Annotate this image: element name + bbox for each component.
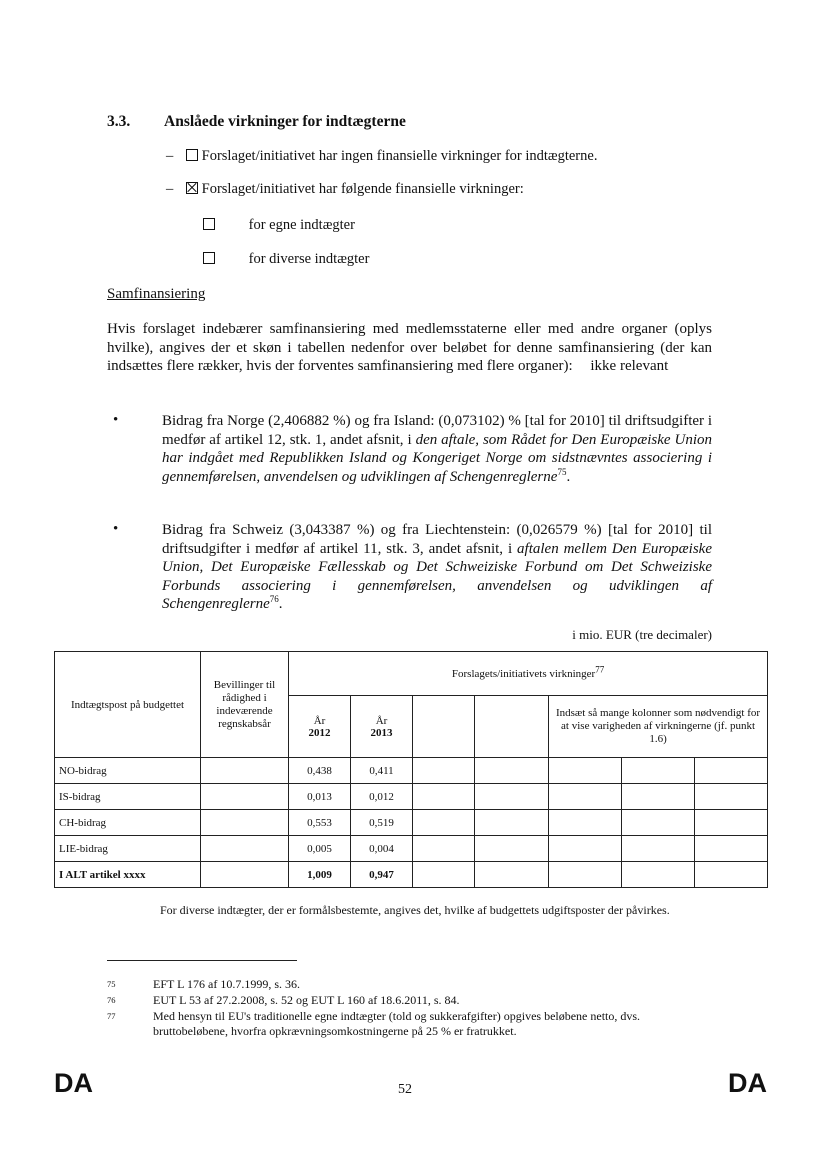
option-has-impact — [166, 181, 524, 198]
table-row — [55, 758, 768, 784]
year-value: 2012 — [308, 726, 331, 739]
bullet-plain-text: Bidrag fra Schweiz (3,043387 %) og fra Liechtenstein: (0,026579 %) [tal for 2010] til driftsudgifter i medfør af artikel 11, stk. 3, andet afsnit, i — [162, 522, 712, 557]
samfinansiering-paragraph — [107, 320, 712, 376]
total-2012: 1,009 — [289, 862, 351, 888]
section-number: 3.3. — [107, 113, 131, 130]
bullet-end: . — [566, 468, 571, 485]
dash: – — [166, 181, 174, 197]
footnote-ref[interactable]: 75 — [557, 466, 567, 477]
bullet-norway-iceland — [162, 412, 712, 486]
footnote-ref[interactable]: 77 — [595, 663, 605, 674]
page-number: 52 — [398, 1082, 412, 1097]
header-year-2013 — [351, 696, 413, 758]
cell-2013: 0,411 — [351, 758, 413, 784]
empty-cell — [413, 696, 475, 758]
dash: – — [166, 148, 174, 164]
header-extra-columns-note: Indsæt så mange kolonner som nødvendigt for at vise varigheden af virkningerne (jf. punkt 1.6) — [549, 696, 768, 758]
footnote — [107, 993, 673, 1008]
footnote-text: EUT L 53 af 27.2.2008, s. 52 og EUT L 160 af 18.6.2011, s. 84. — [153, 993, 460, 1007]
total-label: I ALT artikel xxxx — [55, 862, 201, 888]
header-impact-label: Forslagets/initiativets virkninger — [451, 667, 596, 680]
cell-2012: 0,553 — [289, 810, 351, 836]
option-label: Forslaget/initiativet har følgende finansielle virkninger: — [201, 181, 524, 197]
unit-note: i mio. EUR (tre decimaler) — [572, 627, 712, 642]
footnote-number: 77 — [107, 1011, 116, 1021]
footnote — [107, 1009, 673, 1039]
total-2013: 0,947 — [351, 862, 413, 888]
option-label: Forslaget/initiativet har ingen finansielle virkninger for indtægterne. — [201, 148, 598, 164]
table-note: For diverse indtægter, der er formålsbestemte, angives det, hvilke af budgettets udgiftsposter der påvirkes. — [160, 903, 670, 917]
year-value: 2013 — [370, 726, 393, 739]
checkbox-empty-icon[interactable] — [186, 149, 198, 161]
year-label: År — [375, 714, 388, 727]
header-year-2012 — [289, 696, 351, 758]
table-row — [55, 784, 768, 810]
footnote — [107, 977, 673, 992]
cell-2012: 0,013 — [289, 784, 351, 810]
samfinansiering-heading: Samfinansiering — [107, 286, 206, 302]
footnote-ref[interactable]: 76 — [269, 594, 279, 604]
footnote-divider — [107, 960, 297, 961]
language-code-right: DA — [728, 1068, 767, 1098]
sub-option-misc-revenue — [203, 251, 369, 268]
table-row — [55, 810, 768, 836]
section-heading — [107, 113, 406, 131]
option-no-impact — [166, 148, 597, 165]
footnote-text: EFT L 176 af 10.7.1999, s. 36. — [153, 977, 300, 991]
cell-2012: 0,438 — [289, 758, 351, 784]
checkbox-empty-icon[interactable] — [203, 218, 215, 230]
empty-cell — [475, 696, 549, 758]
header-impact — [289, 652, 768, 696]
sub-option-own-resources — [203, 217, 355, 234]
sub-option-label: for egne indtægter — [248, 217, 355, 233]
cell-2013: 0,012 — [351, 784, 413, 810]
footnote-number: 75 — [107, 979, 116, 989]
cell-2013: 0,519 — [351, 810, 413, 836]
bullet-icon: • — [113, 521, 119, 537]
footnote-number: 76 — [107, 995, 116, 1005]
cell-2012: 0,005 — [289, 836, 351, 862]
section-title: Anslåede virkninger for indtægterne — [164, 113, 406, 130]
bullet-plain-text: Bidrag fra Norge (2,406882 %) og fra Island: (0,073102) % [tal for 2010] til driftsudgifter i medfør af artikel 12, stk. 1, andet afsnit, i — [162, 413, 712, 448]
header-appropriations: Bevillinger til rådighed i indeværende regnskabsår — [201, 652, 289, 758]
bullet-switzerland-liechtenstein — [162, 521, 712, 614]
bullet-italic-text: den aftale, som Rådet for Den Europæiske Union har indgået med Republikken Island og Kongeriget Norge om sidstnævntes associering i gennemførelsen, anvendelsen og udviklingen af Schengenreglerne — [162, 431, 712, 485]
sub-option-label: for diverse indtægter — [248, 251, 370, 267]
samfinansiering-text: Hvis forslaget indebærer samfinansiering med medlemsstaterne eller med andre organer (oplys hvilke), angives der et skøn i tabellen nedenfor over beløbet for denne samfinansiering (der kan indsættes flere rækker, hvis der forventes samfinansiering med flere organer): — [107, 321, 712, 374]
year-label: År — [313, 714, 326, 727]
footnote-text: Med hensyn til EU's traditionelle egne indtægter (told og sukkerafgifter) opgives beløbene netto, dvs. bruttobeløbene, hvorfra opkrævningsomkostningerne på 25 % er fratrukket. — [153, 1009, 641, 1038]
checkbox-empty-icon[interactable] — [203, 252, 215, 264]
row-label: NO-bidrag — [55, 758, 201, 784]
table-total-row — [55, 862, 768, 888]
table-row — [55, 836, 768, 862]
revenue-table — [54, 651, 768, 888]
row-label: LIE-bidrag — [55, 836, 201, 862]
cell-2013: 0,004 — [351, 836, 413, 862]
checkbox-checked-icon[interactable] — [186, 182, 198, 194]
language-code-left: DA — [54, 1068, 93, 1098]
bullet-italic-text: aftalen mellem Den Europæiske Union, Det Europæiske Fællesskab og Det Schweiziske Forbund om Det Schweiziske Forbunds associering i gennemførelsen, anvendelsen og udviklingen af Schengenreglerne — [162, 540, 712, 612]
samfinansiering-tail: ikke relevant — [590, 358, 669, 374]
row-label: IS-bidrag — [55, 784, 201, 810]
row-label: CH-bidrag — [55, 810, 201, 836]
header-budget-line: Indtægtspost på budgettet — [55, 652, 201, 758]
bullet-end: . — [278, 596, 283, 612]
bullet-icon: • — [113, 412, 119, 428]
